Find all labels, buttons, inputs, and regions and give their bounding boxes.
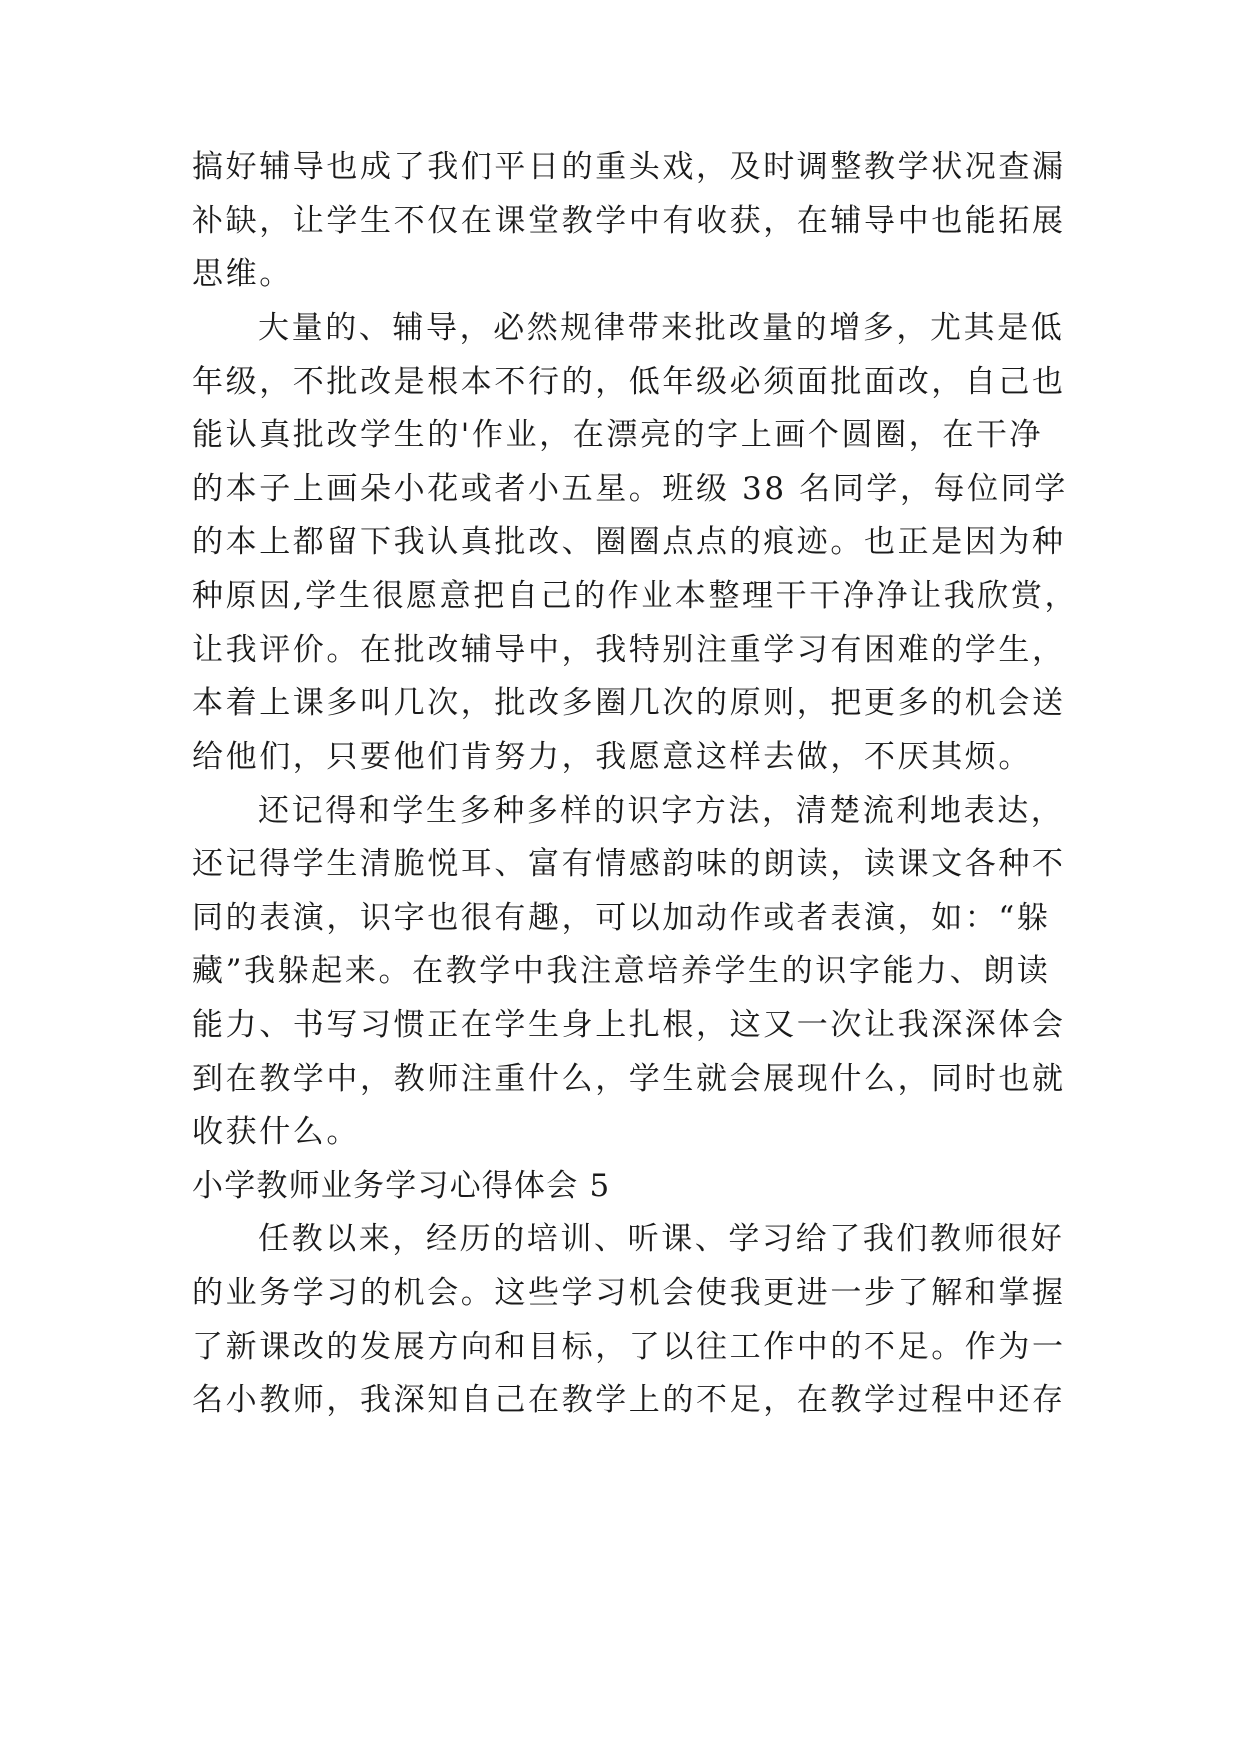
paragraph-3-line-5: 能力、书写习惯正在学生身上扎根，这又一次让我深深体会 <box>192 1007 1066 1043</box>
paragraph-3-line-2: 还记得学生清脆悦耳、富有情感韵味的朗读，读课文各种不 <box>192 846 1066 882</box>
paragraph-2-line-5: 的本上都留下我认真批改、圈圈点点的痕迹。也正是因为种 <box>192 524 1066 560</box>
paragraph-3-line-7: 收获什么。 <box>192 1114 360 1150</box>
paragraph-3-line-1: 还记得和学生多种多样的识字方法，清楚流利地表达， <box>258 793 1065 829</box>
paragraph-1-line-3: 思维。 <box>192 256 293 292</box>
paragraph-2-line-8: 本着上课多叫几次，批改多圈几次的原则，把更多的机会送 <box>192 685 1066 721</box>
paragraph-3-line-3: 同的表演，识字也很有趣，可以加动作或者表演，如：“躲 <box>192 900 1051 936</box>
paragraph-2-line-1: 大量的、辅导，必然规律带来批改量的增多，尤其是低 <box>258 310 1065 346</box>
paragraph-2-line-6: 种原因,学生很愿意把自己的作业本整理干干净净让我欣赏， <box>192 578 1079 614</box>
paragraph-1-line-2: 补缺，让学生不仅在课堂教学中有收获，在辅导中也能拓展 <box>192 203 1066 239</box>
paragraph-3-line-6: 到在教学中，教师注重什么，学生就会展现什么，同时也就 <box>192 1061 1066 1097</box>
paragraph-4-line-3: 了新课改的发展方向和目标，了以往工作中的不足。作为一 <box>192 1329 1066 1365</box>
section-heading: 小学教师业务学习心得体会 5 <box>192 1168 611 1204</box>
paragraph-4-line-2: 的业务学习的机会。这些学习机会使我更进一步了解和掌握 <box>192 1275 1066 1311</box>
paragraph-2-line-4: 的本子上画朵小花或者小五星。班级 38 名同学，每位同学 <box>192 471 1068 507</box>
paragraph-2-line-2: 年级，不批改是根本不行的，低年级必须面批面改，自己也 <box>192 364 1066 400</box>
paragraph-4-line-1: 任教以来，经历的培训、听课、学习给了我们教师很好 <box>258 1221 1065 1257</box>
paragraph-2-line-9: 给他们，只要他们肯努力，我愿意这样去做，不厌其烦。 <box>192 739 1032 775</box>
paragraph-4-line-4: 名小教师，我深知自己在教学上的不足，在教学过程中还存 <box>192 1382 1066 1418</box>
paragraph-2-line-3: 能认真批改学生的'作业，在漂亮的字上画个圆圈，在干净 <box>192 417 1044 453</box>
paragraph-3-line-4: 藏”我躲起来。在教学中我注意培养学生的识字能力、朗读 <box>192 953 1051 989</box>
paragraph-2-line-7: 让我评价。在批改辅导中，我特别注重学习有困难的学生， <box>192 632 1066 668</box>
paragraph-1-line-1: 搞好辅导也成了我们平日的重头戏，及时调整教学状况查漏 <box>192 149 1066 185</box>
